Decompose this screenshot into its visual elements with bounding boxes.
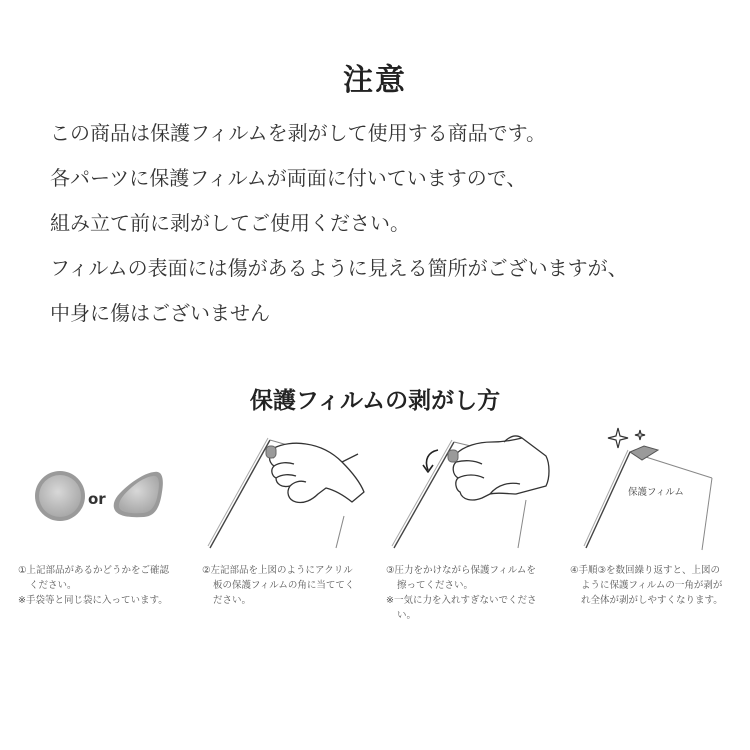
step-4-caption-line-3: れ全体が剥がしやすくなります。: [581, 595, 723, 606]
step-4-illustration: [570, 420, 745, 560]
step-4-caption-line-1: ④手順③を数回繰り返すと、上図の: [570, 565, 721, 576]
step-4-caption: [570, 563, 740, 608]
step-1: [18, 420, 193, 640]
step-3-illustration: [386, 420, 561, 560]
round-scraper-icon: [35, 471, 85, 521]
peeled-film-corner-icon: [630, 446, 658, 460]
film-label: 保護フィルム: [628, 487, 684, 498]
step-3: [386, 420, 561, 640]
step-2: [202, 420, 377, 640]
scraper-icon: [448, 450, 458, 462]
step-1-caption-line-3: ※手袋等と同じ袋に入っています。: [18, 595, 168, 606]
step-1-caption-line-1: ①上記部品があるかどうかをご確認: [18, 565, 170, 576]
or-label: or: [88, 490, 106, 508]
notice-line-1: この商品は保護フィルムを剥がして使用する商品です。: [50, 121, 546, 145]
notice-line-5: 中身に傷はございません: [50, 301, 270, 325]
acrylic-panel-icon: [584, 450, 712, 550]
scraper-icon: [266, 446, 276, 458]
step-2-caption: [202, 563, 372, 608]
step-1-caption: [18, 563, 188, 608]
step-4-caption-line-2: ように保護フィルムの一角が剥が: [581, 580, 723, 591]
triangle-scraper-icon: [114, 472, 163, 517]
hand-icon: [270, 443, 365, 502]
step-2-caption-line-2: 板の保護フィルムの角に当ててく: [213, 580, 355, 591]
step-3-caption-line-1: ③圧力をかけながら保護フィルムを: [386, 565, 536, 576]
step-4: [570, 420, 745, 640]
notice-line-2: 各パーツに保護フィルムが両面に付いていますので、: [50, 166, 527, 190]
step-2-caption-line-3: ださい。: [213, 595, 252, 606]
notice-line-3: 組み立て前に剥がしてご使用ください。: [50, 211, 410, 235]
step-2-caption-line-1: ②左記部品を上図のようにアクリル: [202, 565, 353, 576]
step-1-caption-line-2: ください。: [29, 580, 77, 591]
step-1-illustration: [18, 420, 193, 560]
notice-text: [50, 116, 730, 341]
step-3-caption: [386, 563, 556, 623]
notice-title: 注意: [343, 63, 407, 98]
step-3-caption-line-2: 擦ってください。: [397, 580, 474, 591]
step-3-caption-line-3: ※一気に力を入れすぎないでくださ: [386, 595, 537, 606]
sparkle-icon: [608, 428, 645, 448]
notice-line-4: フィルムの表面には傷があるように見える箇所がございますが、: [50, 256, 628, 280]
step-2-illustration: [202, 420, 377, 560]
step-3-caption-line-4: い。: [397, 610, 417, 621]
howto-title: 保護フィルムの剥がし方: [249, 388, 501, 414]
